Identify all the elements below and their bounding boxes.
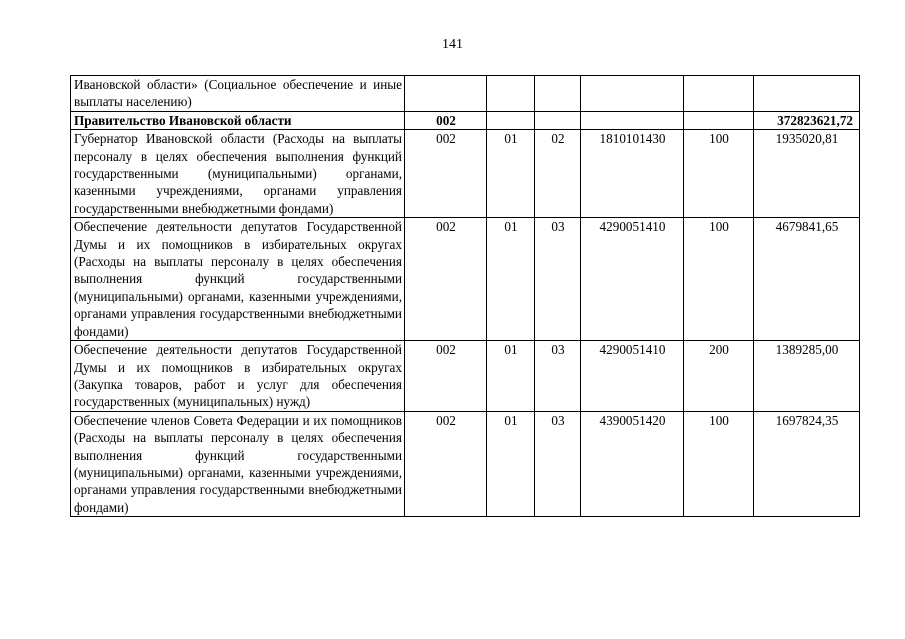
admin-code: 002 xyxy=(405,111,487,129)
section-code: 01 xyxy=(487,130,535,218)
amount: 4679841,65 xyxy=(754,218,860,341)
admin-code: 002 xyxy=(405,411,487,516)
table-row xyxy=(71,218,860,341)
row-description: Обеспечение деятельности депутатов Государственной Думы и их помощников в избирательных округах (Расходы на выплаты персоналу в целях обеспечения выполнения функций государственными (муниципальными) органами, казенными учреждениями, органами управления государственными внебюджетными фондами) xyxy=(71,218,405,341)
target-code: 4290051410 xyxy=(581,341,684,412)
target-code: 4390051420 xyxy=(581,411,684,516)
subsection-code: 03 xyxy=(535,218,581,341)
section-code xyxy=(487,111,535,129)
amount: 1389285,00 xyxy=(754,341,860,412)
amount: 1697824,35 xyxy=(754,411,860,516)
expense-type-code xyxy=(684,76,754,112)
target-code: 4290051410 xyxy=(581,218,684,341)
row-description: Правительство Ивановской области xyxy=(71,111,405,129)
section-code: 01 xyxy=(487,218,535,341)
admin-code: 002 xyxy=(405,341,487,412)
amount: 372823621,72 xyxy=(754,111,860,129)
admin-code xyxy=(405,76,487,112)
subsection-code: 03 xyxy=(535,341,581,412)
expense-type-code: 100 xyxy=(684,130,754,218)
table-row xyxy=(71,411,860,516)
expense-type-code xyxy=(684,111,754,129)
expense-type-code: 100 xyxy=(684,218,754,341)
table-row xyxy=(71,341,860,412)
subsection-code: 03 xyxy=(535,411,581,516)
target-code xyxy=(581,76,684,112)
table-row xyxy=(71,76,860,112)
admin-code: 002 xyxy=(405,130,487,218)
subsection-code: 02 xyxy=(535,130,581,218)
row-description: Ивановской области» (Социальное обеспечение и иные выплаты населению) xyxy=(71,76,405,112)
target-code xyxy=(581,111,684,129)
expense-type-code: 200 xyxy=(684,341,754,412)
page-number: 141 xyxy=(442,37,463,52)
row-description: Губернатор Ивановской области (Расходы на выплаты персоналу в целях обеспечения выполнения функций государственными (муниципальными) органами, казенными учреждениями, органами управления государственными внебюджетными фондами) xyxy=(71,130,405,218)
amount: 1935020,81 xyxy=(754,130,860,218)
subsection-code xyxy=(535,76,581,112)
section-code: 01 xyxy=(487,411,535,516)
expense-type-code: 100 xyxy=(684,411,754,516)
budget-table xyxy=(70,75,860,517)
amount xyxy=(754,76,860,112)
subsection-code xyxy=(535,111,581,129)
section-code xyxy=(487,76,535,112)
row-description: Обеспечение деятельности депутатов Государственной Думы и их помощников в избирательных округах (Закупка товаров, работ и услуг для обеспечения государственных (муниципальных) нужд) xyxy=(71,341,405,412)
table-row xyxy=(71,111,860,129)
section-code: 01 xyxy=(487,341,535,412)
table-row xyxy=(71,130,860,218)
row-description: Обеспечение членов Совета Федерации и их помощников (Расходы на выплаты персоналу в целях обеспечения выполнения функций государственными (муниципальными) органами, казенными учреждениями, органами управления государственными внебюджетными фондами) xyxy=(71,411,405,516)
target-code: 1810101430 xyxy=(581,130,684,218)
admin-code: 002 xyxy=(405,218,487,341)
